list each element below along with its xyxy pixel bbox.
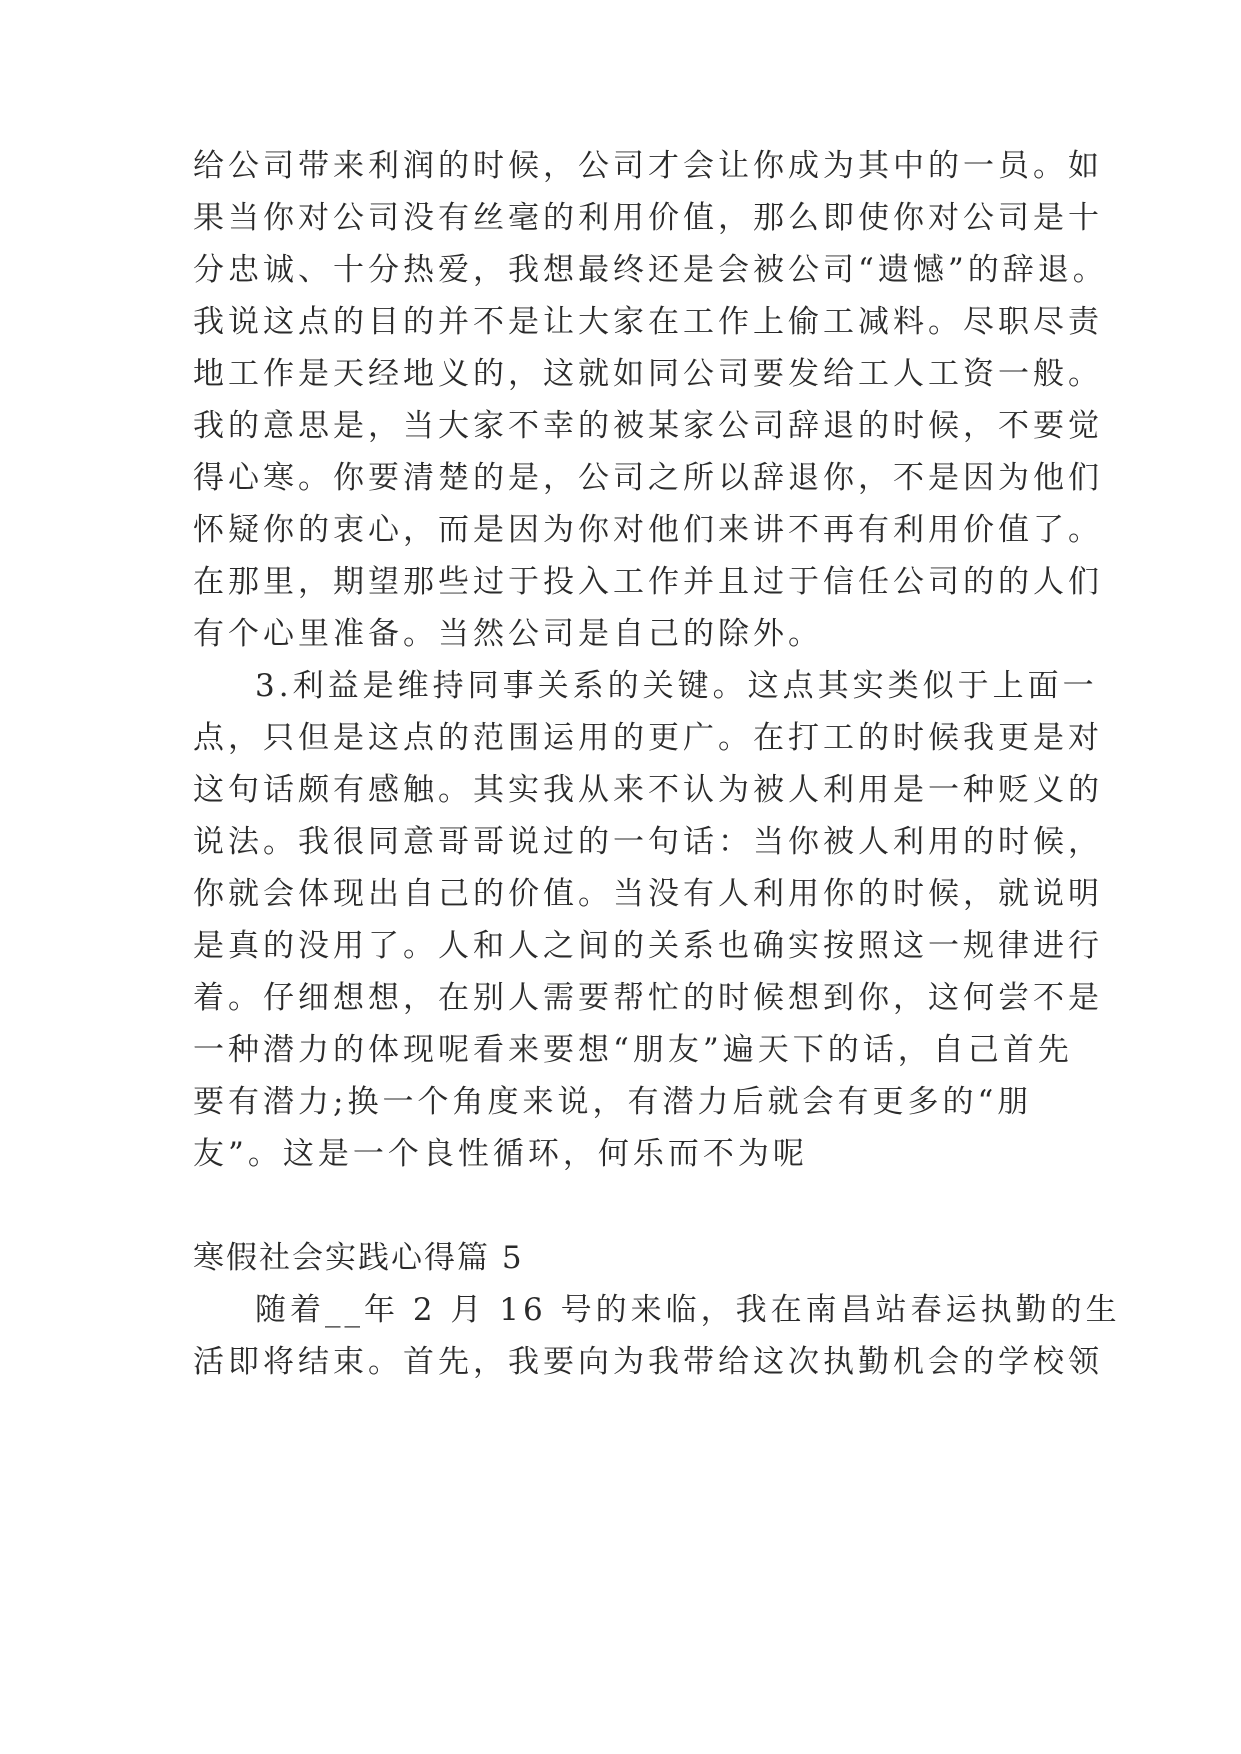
paragraph-1-line-10: 有个心里准备。当然公司是自己的除外。 <box>193 616 823 652</box>
paragraph-2-line-6: 是真的没用了。人和人之间的关系也确实按照这一规律进行 <box>193 928 1103 964</box>
paragraph-2-line-9: 要有潜力;换一个角度来说，有潜力后就会有更多的“朋 <box>193 1084 1033 1120</box>
paragraph-2-line-1: 3.利益是维持同事关系的关键。这点其实类似于上面一 <box>255 668 1098 704</box>
paragraph-2-line-4: 说法。我很同意哥哥说过的一句话：当你被人利用的时候， <box>193 824 1103 860</box>
paragraph-2-line-5: 你就会体现出自己的价值。当没有人利用你的时候，就说明 <box>193 876 1103 912</box>
paragraph-1-line-3: 分忠诚、十分热爱，我想最终还是会被公司“遗憾”的辞退。 <box>193 252 1108 288</box>
paragraph-1-line-6: 我的意思是，当大家不幸的被某家公司辞退的时候，不要觉 <box>193 408 1103 444</box>
paragraph-1-line-9: 在那里，期望那些过于投入工作并且过于信任公司的的人们 <box>193 564 1103 600</box>
paragraph-3-line-1: 随着__年 2 月 16 号的来临，我在南昌站春运执勤的生 <box>255 1292 1121 1328</box>
paragraph-1-line-2: 果当你对公司没有丝毫的利用价值，那么即使你对公司是十 <box>193 200 1103 236</box>
section-heading: 寒假社会实践心得篇 5 <box>193 1240 524 1276</box>
paragraph-1-line-7: 得心寒。你要清楚的是，公司之所以辞退你，不是因为他们 <box>193 460 1103 496</box>
paragraph-2-line-7: 着。仔细想想，在别人需要帮忙的时候想到你，这何尝不是 <box>193 980 1103 1016</box>
paragraph-1-line-4: 我说这点的目的并不是让大家在工作上偷工减料。尽职尽责 <box>193 304 1103 340</box>
paragraph-2-line-10: 友”。这是一个良性循环，何乐而不为呢 <box>193 1136 808 1172</box>
paragraph-1-line-8: 怀疑你的衷心，而是因为你对他们来讲不再有利用价值了。 <box>193 512 1103 548</box>
paragraph-1-line-1: 给公司带来利润的时候，公司才会让你成为其中的一员。如 <box>193 148 1103 184</box>
paragraph-1-line-5: 地工作是天经地义的，这就如同公司要发给工人工资一般。 <box>193 356 1103 392</box>
paragraph-3-line-2: 活即将结束。首先，我要向为我带给这次执勤机会的学校领 <box>193 1344 1103 1380</box>
paragraph-2-line-2: 点，只但是这点的范围运用的更广。在打工的时候我更是对 <box>193 720 1103 756</box>
paragraph-2-line-3: 这句话颇有感触。其实我从来不认为被人利用是一种贬义的 <box>193 772 1103 808</box>
paragraph-2-line-8: 一种潜力的体现呢看来要想“朋友”遍天下的话，自己首先 <box>193 1032 1073 1068</box>
